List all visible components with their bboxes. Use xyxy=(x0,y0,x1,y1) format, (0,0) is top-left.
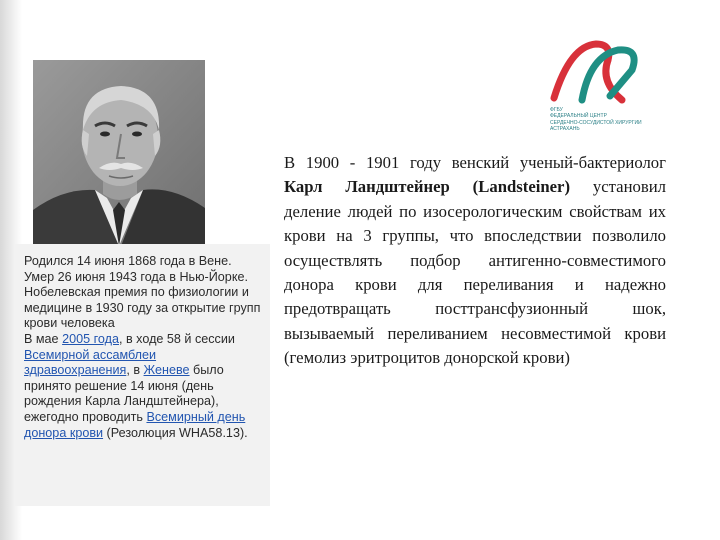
bio-birth: Родился 14 июня 1868 года в Вене. xyxy=(24,254,232,268)
portrait-photo xyxy=(33,60,205,246)
bio-death: Умер 26 июня 1943 года в Нью-Йорке. xyxy=(24,269,248,284)
link-world-health-assembly[interactable]: Всемирной ассамблеи здравоохранения xyxy=(24,347,157,378)
link-world-blood-donor-day[interactable]: Всемирный день донора крови xyxy=(24,409,246,440)
biography-box xyxy=(15,244,270,506)
main-name: Карл Ландштейнер (Landsteiner) xyxy=(284,177,571,197)
logo-caption: ФГБУ ФЕДЕРАЛЬНЫЙ ЦЕНТР СЕРДЕЧНО-СОСУДИСТОЙ ХИРУРГИИ АСТРАХАНЬ xyxy=(550,107,642,132)
bio-nobel: Нобелевская премия по физиологии и медицине в 1930 году за открытие групп крови человека xyxy=(24,285,261,331)
link-2005[interactable]: 2005 года xyxy=(62,331,119,346)
main-paragraph xyxy=(284,151,666,371)
bio-text: , в xyxy=(126,363,144,378)
link-geneva[interactable]: Женеве xyxy=(143,363,190,378)
main-rest: установил деление людей по изосерологическим свойствам их крови на 3 группы, что впоследствии позволило осуществлять подбор антигенно-совместимого донора крови для переливания и надежно предотвращать посттрансфузионный шок, вызываемый переливанием несовместимой крови (гемолиз эритроцитов донорской крови) xyxy=(284,177,666,368)
bio-donor-day xyxy=(24,332,262,441)
main-intro: В 1900 - 1901 году венский ученый-бактериолог xyxy=(284,153,666,172)
bio-text: , в ходе 58 й сессии xyxy=(119,331,235,346)
bio-text: было принято решение 14 июня (день рождения Карла Ландштейнера), ежегодно проводить xyxy=(24,363,224,424)
bio-text: (Резолюция WHA58.13). xyxy=(103,425,248,440)
bio-text: В мае xyxy=(24,331,63,346)
